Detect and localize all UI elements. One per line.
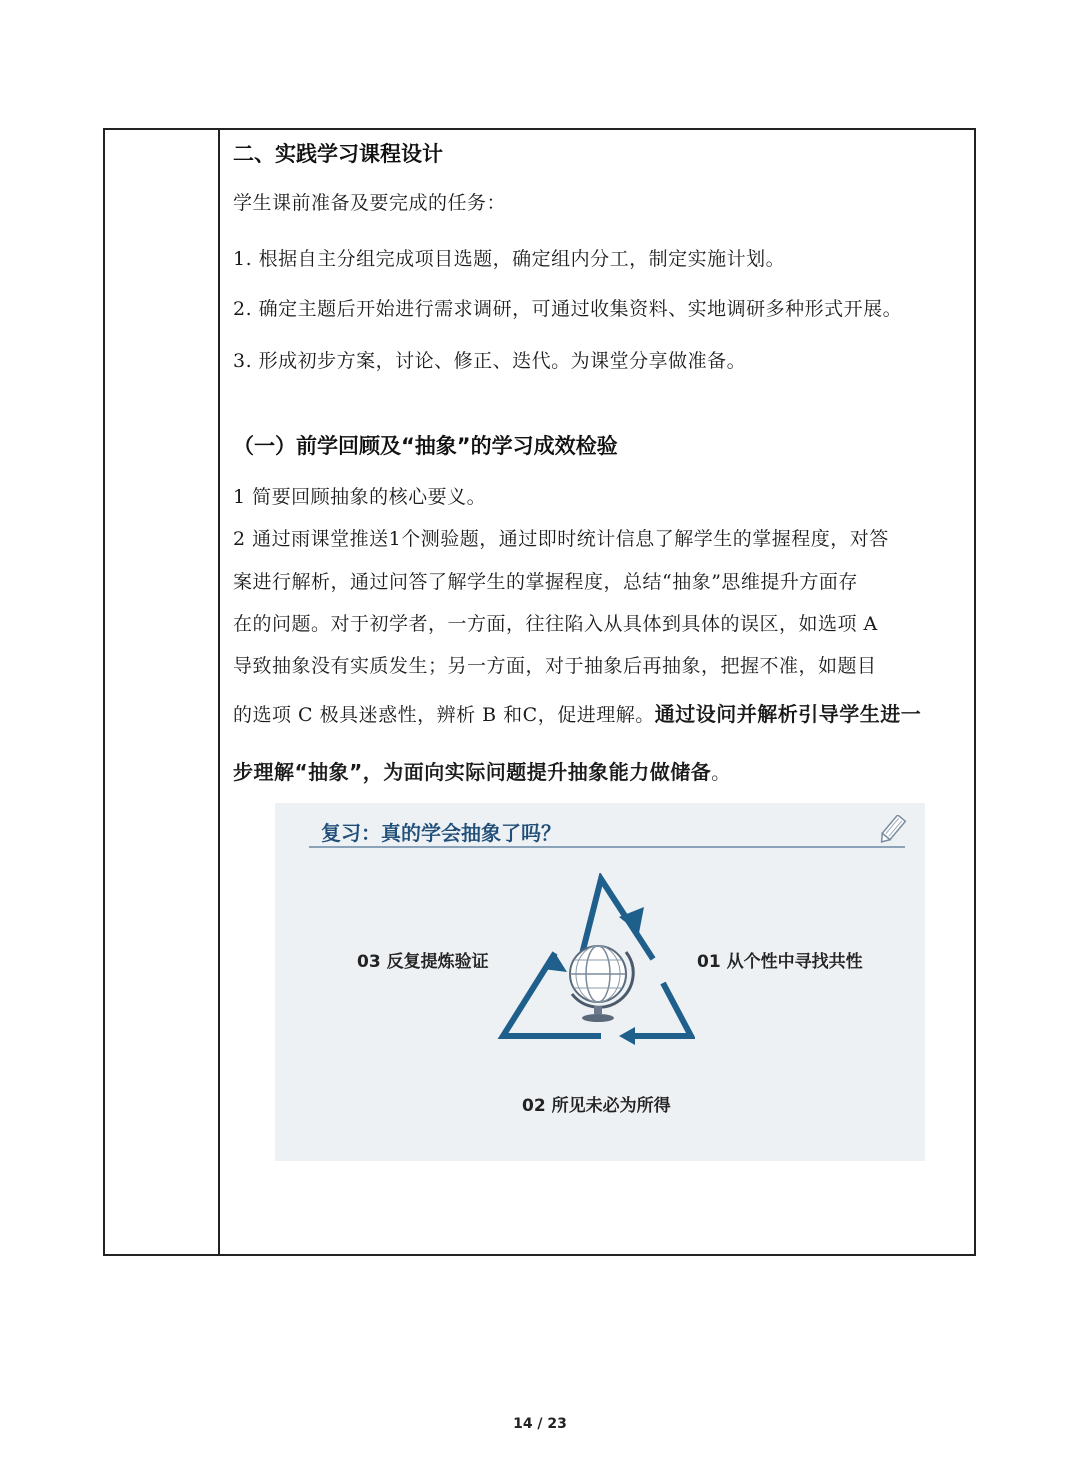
subsection-item-2-line-1: 2 通过雨课堂推送1个测验题，通过即时统计信息了解学生的掌握程度，对答	[233, 528, 889, 550]
subsection-heading: （一）前学回顾及“抽象”的学习成效检验	[233, 434, 618, 458]
subsection-item-2-line-4: 导致抽象没有实质发生；另一方面，对于抽象后再抽象，把握不准，如题目	[233, 655, 877, 677]
subsection-item-2-line-6	[233, 756, 731, 785]
line-5-plain-text: 的选项 C 极具迷惑性，辨析 B 和C，促进理解。	[233, 704, 655, 726]
task-item-2: 2. 确定主题后开始进行需求调研，可通过收集资料、实地调研多种形式开展。	[233, 298, 903, 320]
subsection-item-2-line-3: 在的问题。对于初学者，一方面，往往陷入从具体到具体的误区，如选项 A	[233, 613, 878, 635]
line-6-end: 。	[711, 762, 731, 784]
globe-icon	[560, 936, 640, 1030]
tasks-intro: 学生课前准备及要完成的任务：	[233, 192, 507, 214]
line-5-bold-text: 通过设问并解析引导学生进一	[654, 702, 922, 726]
task-item-1: 1. 根据自主分组完成项目选题，确定组内分工，制定实施计划。	[233, 248, 786, 270]
pencil-icon	[875, 815, 909, 851]
line-6-bold-text: 步理解“抽象”，为面向实际问题提升抽象能力做储备	[233, 760, 712, 784]
subsection-item-2-line-2: 案进行解析，通过问答了解学生的掌握程度，总结“抽象”思维提升方面存	[233, 571, 858, 593]
task-item-3: 3. 形成初步方案，讨论、修正、迭代。为课堂分享做准备。	[233, 350, 747, 372]
review-slide-image	[275, 803, 925, 1161]
slide-label-02: 02 所见未必为所得	[522, 1096, 671, 1116]
page-number: 14 / 23	[513, 1416, 567, 1432]
table-frame	[103, 128, 976, 1256]
slide-label-01: 01 从个性中寻找共性	[697, 952, 863, 972]
subsection-item-1: 1 简要回顾抽象的核心要义。	[233, 486, 487, 508]
section-heading: 二、实践学习课程设计	[233, 142, 443, 166]
slide-title-rule	[309, 846, 905, 848]
table-left-column	[105, 130, 220, 1254]
slide-title	[321, 817, 561, 846]
slide-title-prefix: 复习：	[321, 821, 381, 845]
subsection-item-2-line-5	[233, 698, 921, 727]
slide-label-03: 03 反复提炼验证	[357, 952, 489, 972]
slide-title-rest: 真的学会抽象了吗？	[381, 821, 561, 845]
